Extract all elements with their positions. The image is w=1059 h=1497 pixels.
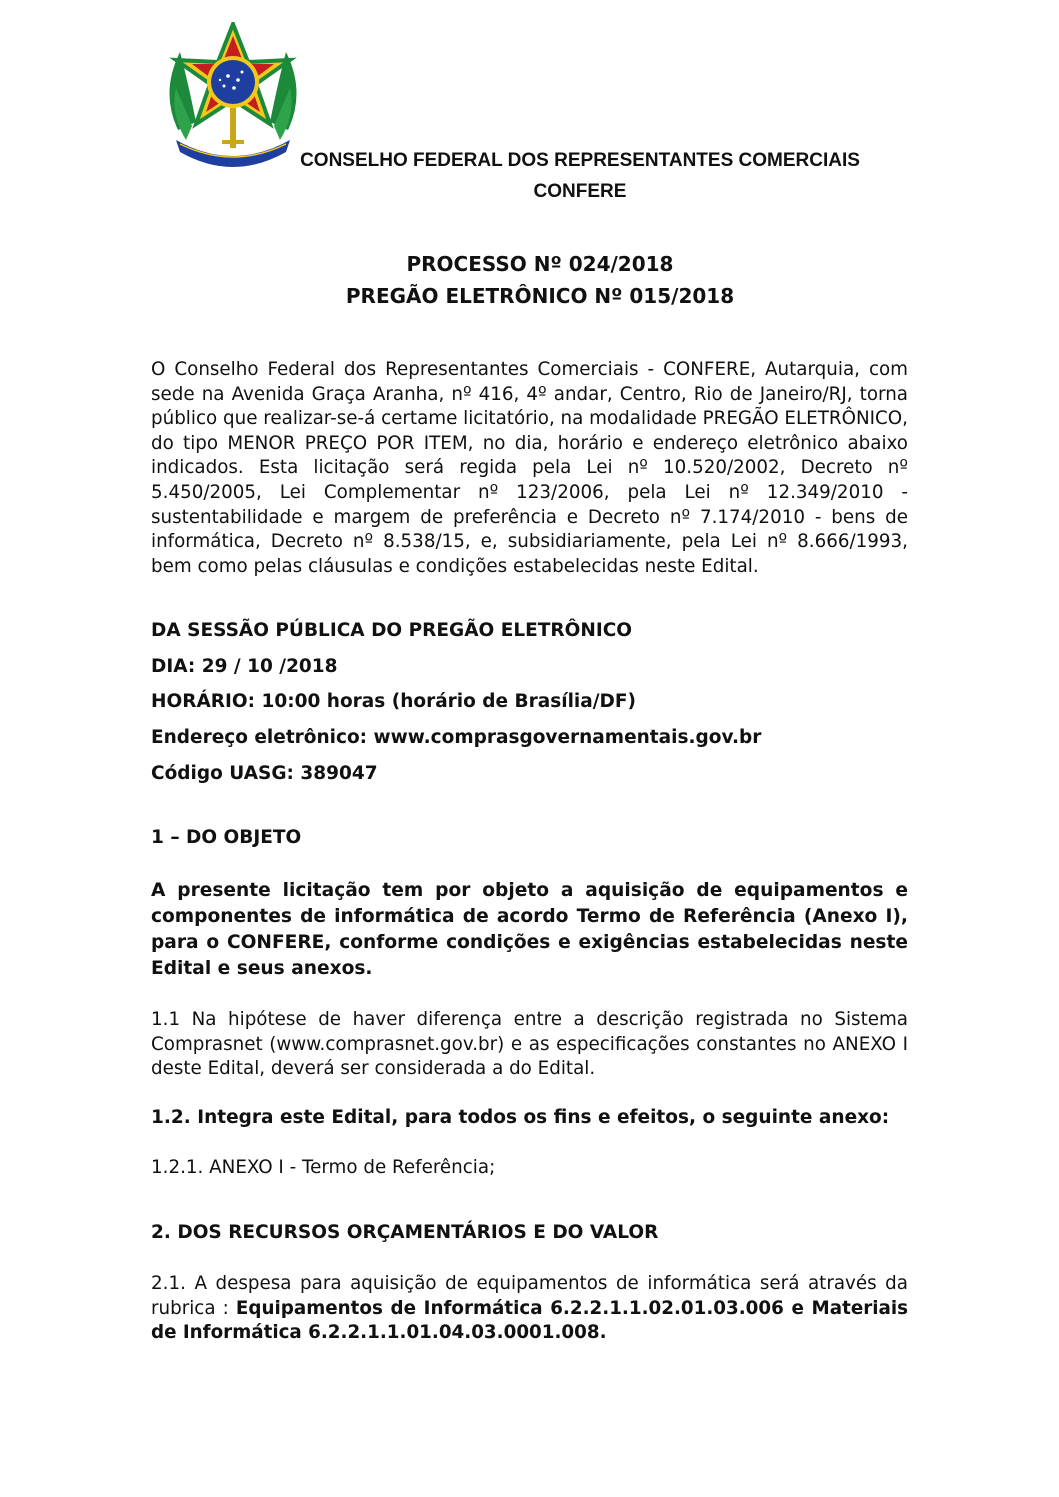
session-date: DIA: 29 / 10 /2018 xyxy=(151,656,338,677)
intro-paragraph: O Conselho Federal dos Representantes Comerciais - CONFERE, Autarquia, com sede na Avenida Graça Aranha, nº 416, 4º andar, Centro, Rio de Janeiro/RJ, torna público que realizar-se-á certame licitatório, na modalidade PREGÃO ELETRÔNICO, do tipo MENOR PREÇO POR ITEM, no dia, horário e endereço eletrônico abaixo indicados. Esta licitação será regida pela Lei nº 10.520/2002, Decreto nº 5.450/2005, Lei Complementar nº 123/2006, pela Lei nº 12.349/2010 - sustentabilidade e margem de preferência e Decreto nº 7.174/2010 - bens de informática, Decreto nº 8.538/15, e, subsidiariamente, pela Lei nº 8.666/1993, bem como pelas cláusulas e condições estabelecidas neste Edital. xyxy=(151,359,908,577)
session-address: Endereço eletrônico: www.comprasgovernamentais.gov.br xyxy=(151,727,762,748)
org-name: CONSELHO FEDERAL DOS REPRESENTANTES COMERCIAIS xyxy=(300,150,860,171)
paragraph-1-2-1: 1.2.1. ANEXO I - Termo de Referência; xyxy=(151,1157,496,1178)
processo-number: PROCESSO Nº 024/2018 xyxy=(406,252,674,276)
section1-heading: 1 – DO OBJETO xyxy=(151,827,302,848)
pregao-number: PREGÃO ELETRÔNICO Nº 015/2018 xyxy=(345,284,735,308)
session-time: HORÁRIO: 10:00 horas (horário de Brasília/DF) xyxy=(151,691,636,712)
coat-of-arms-seal xyxy=(158,22,308,174)
paragraph-2-1 xyxy=(151,1272,908,1346)
session-uasg: Código UASG: 389047 xyxy=(151,763,378,784)
paragraph-2-1-text: 2.1. A despesa para aquisição de equipamentos de informática será através da rubrica : xyxy=(151,1273,908,1319)
session-heading: DA SESSÃO PÚBLICA DO PREGÃO ELETRÔNICO xyxy=(151,620,633,641)
paragraph-1-1: 1.1 Na hipótese de haver diferença entre a descrição registrada no Sistema Comprasnet (www.comprasnet.gov.br) e as especificações constantes no ANEXO I deste Edital, deverá ser considerada a do Edital. xyxy=(151,1009,908,1080)
section2-heading: 2. DOS RECURSOS ORÇAMENTÁRIOS E DO VALOR xyxy=(151,1222,659,1243)
paragraph-2-1-rubrica: Equipamentos de Informática 6.2.2.1.1.02.01.03.006 e Materiais de Informática 6.2.2.1.1.01.04.03.0001.008. xyxy=(151,1297,908,1344)
org-acronym: CONFERE xyxy=(533,181,627,202)
paragraph-1-2: 1.2. Integra este Edital, para todos os fins e efeitos, o seguinte anexo: xyxy=(151,1107,890,1128)
objeto-paragraph: A presente licitação tem por objeto a aquisição de equipamentos e componentes de informática de acordo Termo de Referência (Anexo I), para o CONFERE, conforme condições e exigências estabelecidas neste Edital e seus anexos. xyxy=(151,880,908,979)
